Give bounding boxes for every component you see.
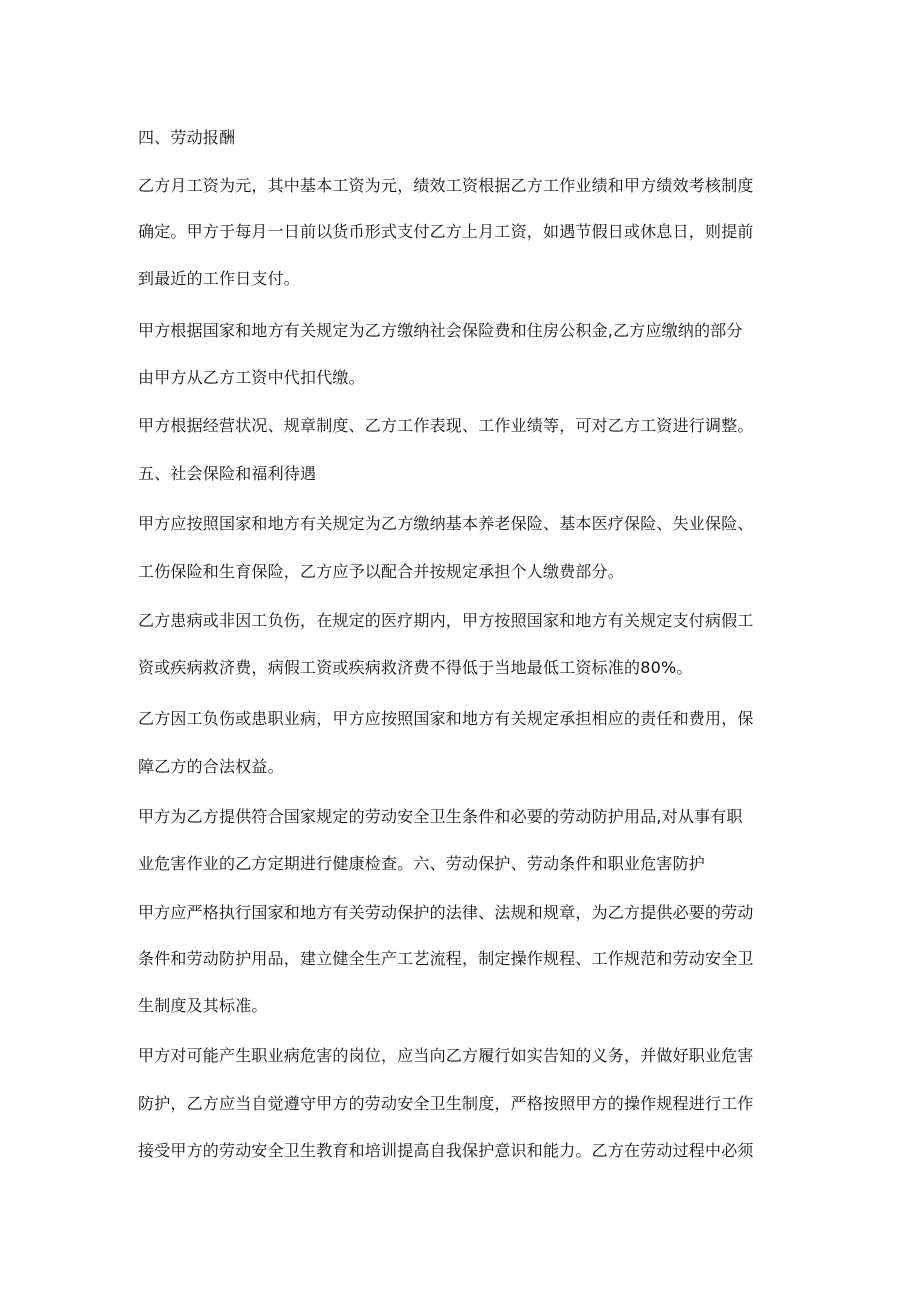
text-line: 由甲方从乙方工资中代扣代缴。	[138, 368, 365, 387]
text-line: 乙方因工负伤或患职业病，甲方应按照国家和地方有关规定承担相应的责任和费用，保	[138, 709, 754, 728]
text-line: 障乙方的合法权益。	[138, 757, 284, 776]
section-heading: 四、劳动报酬	[138, 128, 236, 147]
text-line: 甲方根据经营状况、规章制度、乙方工作表现、工作业绩等，可对乙方工资进行调整。	[138, 416, 754, 435]
text-line: 条件和劳动防护用品，建立健全生产工艺流程，制定操作规程、工作规范和劳动安全卫	[138, 949, 754, 968]
text-line: 防护，乙方应当自觉遵守甲方的劳动安全卫生制度，严格按照甲方的操作规程进行工作	[138, 1094, 754, 1113]
text-line: 甲方为乙方提供符合国家规定的劳动安全卫生条件和必要的劳动防护用品,对从事有职	[138, 807, 743, 826]
text-line: 甲方根据国家和地方有关规定为乙方缴纳社会保险费和住房公积金,乙方应缴纳的部分	[138, 321, 743, 340]
text-line: 甲方对可能产生职业病危害的岗位，应当向乙方履行如实告知的义务，并做好职业危害	[138, 1046, 754, 1065]
text-line: 业危害作业的乙方定期进行健康检查。六、劳动保护、劳动条件和职业危害防护	[138, 854, 706, 873]
text-line: 乙方患病或非因工负伤，在规定的医疗期内，甲方按照国家和地方有关规定支付病假工	[138, 611, 754, 630]
section-heading: 五、社会保险和福利待遇	[138, 464, 317, 483]
text-line: 甲方应按照国家和地方有关规定为乙方缴纳基本养老保险、基本医疗保险、失业保险、	[138, 514, 754, 533]
text-line: 资或疾病救济费，病假工资或疾病救济费不得低于当地最低工资标准的80%。	[138, 658, 693, 677]
text-line: 接受甲方的劳动安全卫生教育和培训提高自我保护意识和能力。乙方在劳动过程中必须	[138, 1141, 754, 1160]
text-line: 生制度及其标准。	[138, 996, 268, 1015]
text-line: 到最近的工作日支付。	[138, 269, 301, 288]
text-line: 甲方应严格执行国家和地方有关劳动保护的法律、法规和规章，为乙方提供必要的劳动	[138, 903, 754, 922]
text-line: 工伤保险和生育保险，乙方应予以配合并按规定承担个人缴费部分。	[138, 562, 625, 581]
text-line: 确定。甲方于每月一日前以货币形式支付乙方上月工资，如遇节假日或休息日，则提前	[138, 222, 754, 241]
text-line: 乙方月工资为元，其中基本工资为元，绩效工资根据乙方工作业绩和甲方绩效考核制度	[138, 176, 754, 195]
